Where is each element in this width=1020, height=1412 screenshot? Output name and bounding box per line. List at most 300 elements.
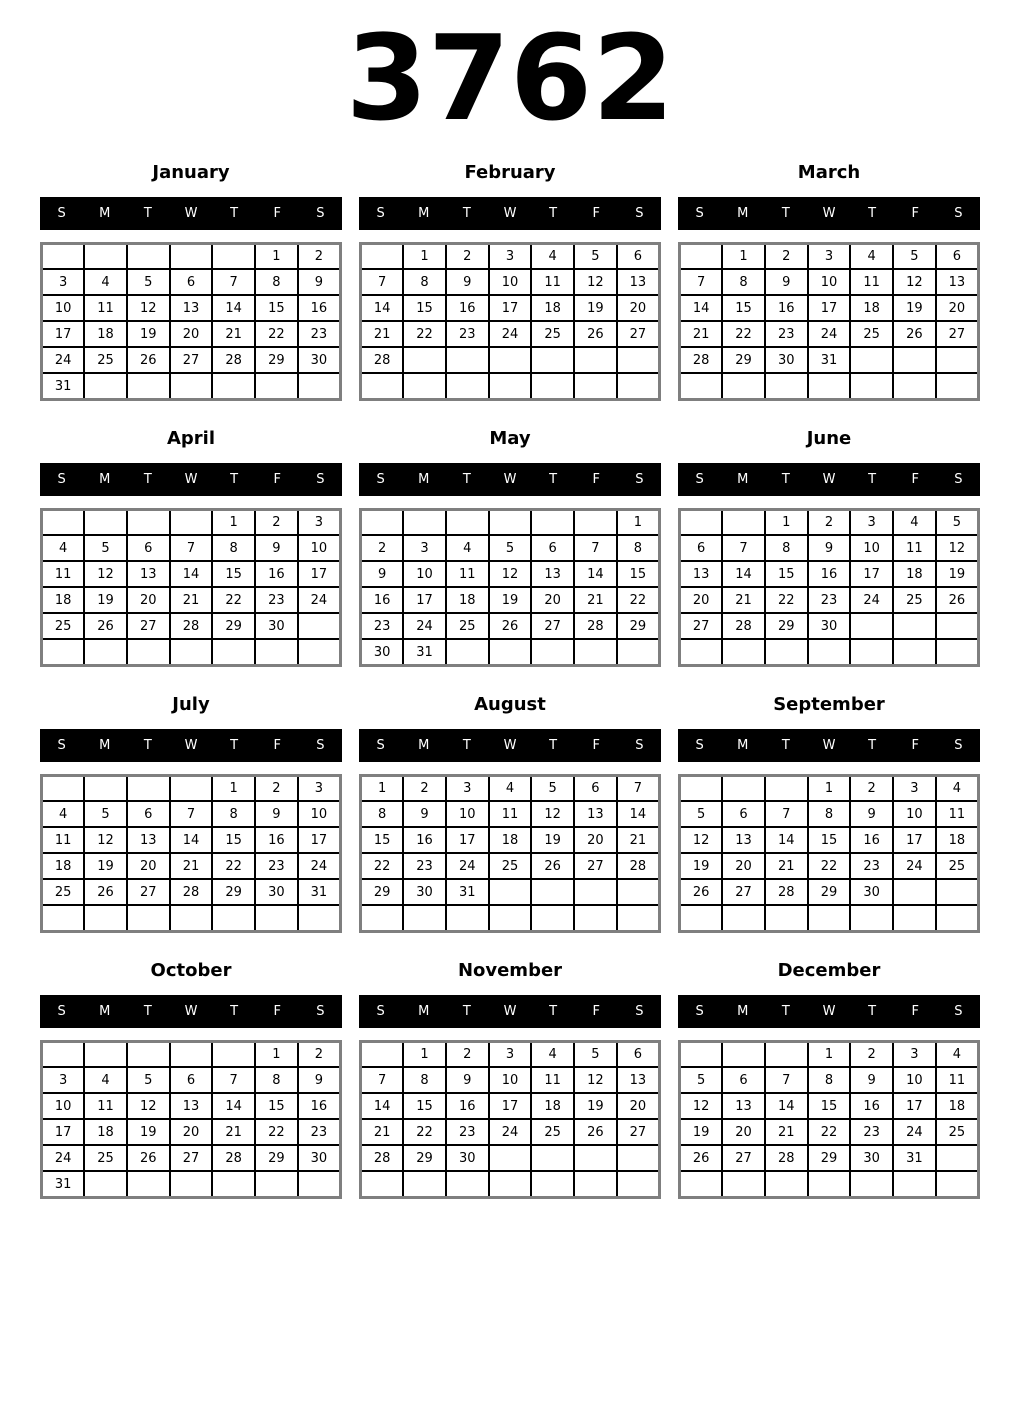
- weekday-label: T: [143, 471, 152, 487]
- date-cell: 7: [574, 535, 617, 561]
- week-row: [361, 321, 660, 347]
- date-cell: 3: [42, 1067, 85, 1093]
- date-cell: 22: [808, 853, 851, 879]
- month-dates-table: [359, 508, 661, 667]
- week-row: [680, 509, 979, 535]
- date-cell: [255, 1171, 298, 1197]
- week-row: [361, 905, 660, 931]
- date-cell: 25: [42, 613, 85, 639]
- date-cell: [127, 509, 170, 535]
- date-cell: 18: [893, 561, 936, 587]
- date-cell: [489, 1171, 532, 1197]
- date-cell: 28: [574, 613, 617, 639]
- date-cell: [617, 1171, 660, 1197]
- date-cell: 27: [722, 1145, 765, 1171]
- date-cell: [893, 373, 936, 399]
- date-cell: [936, 1171, 979, 1197]
- weekday-label: S: [695, 1003, 704, 1019]
- week-row: [361, 587, 660, 613]
- date-cell: 1: [808, 1041, 851, 1067]
- week-row: [42, 801, 341, 827]
- weekday-label: F: [592, 205, 601, 221]
- month-card: [678, 960, 980, 1199]
- date-cell: [936, 1145, 979, 1171]
- date-cell: [255, 639, 298, 665]
- date-cell: [489, 905, 532, 931]
- date-cell: 8: [403, 1067, 446, 1093]
- date-cell: [361, 243, 404, 269]
- date-cell: 21: [361, 321, 404, 347]
- date-cell: [850, 347, 893, 373]
- date-cell: [84, 373, 127, 399]
- date-cell: [489, 347, 532, 373]
- date-cell: [42, 775, 85, 801]
- date-cell: 25: [531, 321, 574, 347]
- month-card: [678, 694, 980, 933]
- weekday-label: S: [376, 205, 385, 221]
- weekday-label: S: [635, 205, 644, 221]
- week-row: [361, 269, 660, 295]
- date-cell: 25: [42, 879, 85, 905]
- date-cell: 6: [722, 1067, 765, 1093]
- week-row: [361, 1145, 660, 1171]
- weekday-label: S: [635, 737, 644, 753]
- date-cell: [722, 1041, 765, 1067]
- date-cell: 4: [531, 243, 574, 269]
- date-cell: 17: [42, 321, 85, 347]
- month-title: June: [806, 427, 852, 449]
- date-cell: 17: [42, 1119, 85, 1145]
- date-cell: 20: [680, 587, 723, 613]
- weekday-label: M: [418, 205, 430, 221]
- date-cell: [531, 905, 574, 931]
- weekday-label: T: [462, 471, 471, 487]
- week-row: [42, 1145, 341, 1171]
- date-cell: 22: [808, 1119, 851, 1145]
- date-cell: 8: [255, 1067, 298, 1093]
- date-cell: 26: [127, 347, 170, 373]
- date-cell: 16: [850, 1093, 893, 1119]
- week-row: [42, 853, 341, 879]
- weekday-label: S: [635, 471, 644, 487]
- month-title: May: [489, 427, 531, 449]
- date-cell: 23: [361, 613, 404, 639]
- date-cell: 14: [617, 801, 660, 827]
- date-cell: 3: [893, 775, 936, 801]
- date-cell: 5: [680, 801, 723, 827]
- date-cell: 4: [893, 509, 936, 535]
- weekday-header-row: [359, 729, 661, 762]
- weekday-label: S: [376, 1003, 385, 1019]
- weekday-label: T: [549, 1003, 558, 1019]
- date-cell: [127, 639, 170, 665]
- week-row: [361, 613, 660, 639]
- date-cell: [212, 1041, 255, 1067]
- date-cell: [893, 1171, 936, 1197]
- week-row: [680, 1093, 979, 1119]
- date-cell: 12: [84, 561, 127, 587]
- month-title: December: [777, 959, 881, 981]
- date-cell: 2: [298, 243, 341, 269]
- date-cell: [212, 373, 255, 399]
- month-dates-table: [40, 242, 342, 401]
- date-cell: [531, 373, 574, 399]
- month-title: February: [464, 161, 556, 183]
- date-cell: [765, 639, 808, 665]
- date-cell: 17: [298, 561, 341, 587]
- date-cell: 23: [765, 321, 808, 347]
- month-title: August: [474, 693, 546, 715]
- date-cell: 23: [808, 587, 851, 613]
- date-cell: 29: [255, 1145, 298, 1171]
- weekday-label: M: [737, 1003, 749, 1019]
- week-row: [42, 295, 341, 321]
- date-cell: 24: [489, 321, 532, 347]
- weekday-label: M: [737, 737, 749, 753]
- weekday-header-row: [359, 995, 661, 1028]
- weekday-label: F: [273, 1003, 282, 1019]
- weekday-label: M: [737, 471, 749, 487]
- date-cell: 5: [574, 243, 617, 269]
- date-cell: 26: [489, 613, 532, 639]
- date-cell: [574, 639, 617, 665]
- date-cell: 6: [680, 535, 723, 561]
- date-cell: [489, 879, 532, 905]
- date-cell: [255, 905, 298, 931]
- date-cell: 5: [84, 535, 127, 561]
- date-cell: 17: [446, 827, 489, 853]
- date-cell: 5: [893, 243, 936, 269]
- month-dates-table: [678, 1040, 980, 1199]
- date-cell: 6: [617, 1041, 660, 1067]
- month-dates-table: [359, 774, 661, 933]
- date-cell: [531, 879, 574, 905]
- weekday-label: T: [781, 205, 790, 221]
- date-cell: [84, 775, 127, 801]
- date-cell: 3: [489, 243, 532, 269]
- date-cell: 28: [765, 1145, 808, 1171]
- date-cell: 24: [298, 853, 341, 879]
- date-cell: 30: [446, 1145, 489, 1171]
- week-row: [42, 1093, 341, 1119]
- date-cell: [680, 639, 723, 665]
- weekday-label: F: [911, 205, 920, 221]
- weekday-header-row: [678, 995, 980, 1028]
- date-cell: 4: [531, 1041, 574, 1067]
- weekday-label: T: [143, 1003, 152, 1019]
- week-row: [680, 1171, 979, 1197]
- date-cell: 29: [212, 879, 255, 905]
- date-cell: [84, 905, 127, 931]
- date-cell: [680, 373, 723, 399]
- date-cell: [808, 373, 851, 399]
- date-cell: 8: [808, 1067, 851, 1093]
- date-cell: 29: [808, 879, 851, 905]
- date-cell: [127, 243, 170, 269]
- week-row: [680, 321, 979, 347]
- date-cell: [84, 1171, 127, 1197]
- week-row: [680, 775, 979, 801]
- date-cell: 26: [680, 1145, 723, 1171]
- month-card: [40, 960, 342, 1199]
- weekday-label: S: [376, 737, 385, 753]
- date-cell: [574, 879, 617, 905]
- date-cell: 22: [361, 853, 404, 879]
- date-cell: 23: [446, 1119, 489, 1145]
- date-cell: 25: [446, 613, 489, 639]
- date-cell: 11: [489, 801, 532, 827]
- date-cell: 28: [212, 1145, 255, 1171]
- date-cell: 24: [446, 853, 489, 879]
- date-cell: 1: [212, 509, 255, 535]
- date-cell: 5: [531, 775, 574, 801]
- date-cell: 12: [127, 295, 170, 321]
- date-cell: 14: [574, 561, 617, 587]
- date-cell: 31: [446, 879, 489, 905]
- date-cell: [361, 1171, 404, 1197]
- date-cell: 16: [765, 295, 808, 321]
- date-cell: [298, 1171, 341, 1197]
- weekday-label: M: [99, 471, 111, 487]
- week-row: [361, 1093, 660, 1119]
- weekday-header-row: [40, 729, 342, 762]
- date-cell: 10: [42, 1093, 85, 1119]
- week-row: [361, 879, 660, 905]
- weekday-label: S: [316, 471, 325, 487]
- date-cell: [212, 243, 255, 269]
- date-cell: 13: [170, 1093, 213, 1119]
- date-cell: 10: [489, 269, 532, 295]
- date-cell: 1: [722, 243, 765, 269]
- date-cell: 2: [298, 1041, 341, 1067]
- date-cell: 28: [361, 1145, 404, 1171]
- date-cell: 25: [936, 1119, 979, 1145]
- date-cell: 30: [298, 1145, 341, 1171]
- date-cell: [170, 373, 213, 399]
- date-cell: 13: [680, 561, 723, 587]
- date-cell: [850, 613, 893, 639]
- date-cell: 12: [84, 827, 127, 853]
- date-cell: [574, 1145, 617, 1171]
- month-title: October: [150, 959, 232, 981]
- date-cell: 29: [808, 1145, 851, 1171]
- date-cell: 3: [808, 243, 851, 269]
- date-cell: [893, 347, 936, 373]
- date-cell: 23: [255, 853, 298, 879]
- date-cell: [680, 1171, 723, 1197]
- date-cell: 21: [361, 1119, 404, 1145]
- date-cell: 14: [765, 827, 808, 853]
- weekday-label: S: [316, 737, 325, 753]
- date-cell: 3: [403, 535, 446, 561]
- month-card: [40, 428, 342, 667]
- date-cell: 12: [531, 801, 574, 827]
- date-cell: 13: [127, 827, 170, 853]
- date-cell: 22: [722, 321, 765, 347]
- weekday-label: T: [230, 471, 239, 487]
- weekday-label: W: [822, 1003, 836, 1019]
- date-cell: 15: [722, 295, 765, 321]
- date-cell: 20: [574, 827, 617, 853]
- date-cell: 31: [808, 347, 851, 373]
- month-dates-table: [40, 508, 342, 667]
- date-cell: 24: [42, 347, 85, 373]
- week-row: [361, 509, 660, 535]
- week-row: [42, 1041, 341, 1067]
- date-cell: 20: [722, 853, 765, 879]
- date-cell: [84, 639, 127, 665]
- date-cell: 21: [212, 321, 255, 347]
- date-cell: 4: [84, 1067, 127, 1093]
- date-cell: 27: [722, 879, 765, 905]
- date-cell: 26: [680, 879, 723, 905]
- date-cell: 22: [403, 1119, 446, 1145]
- week-row: [680, 347, 979, 373]
- date-cell: [765, 1171, 808, 1197]
- weekday-label: T: [781, 471, 790, 487]
- date-cell: 13: [574, 801, 617, 827]
- date-cell: 1: [403, 243, 446, 269]
- date-cell: 11: [84, 295, 127, 321]
- week-row: [680, 879, 979, 905]
- date-cell: 24: [893, 1119, 936, 1145]
- date-cell: [298, 373, 341, 399]
- date-cell: 20: [936, 295, 979, 321]
- weekday-label: W: [822, 471, 836, 487]
- date-cell: 19: [84, 587, 127, 613]
- date-cell: 1: [617, 509, 660, 535]
- date-cell: 1: [255, 243, 298, 269]
- date-cell: 3: [850, 509, 893, 535]
- date-cell: 13: [531, 561, 574, 587]
- date-cell: [361, 373, 404, 399]
- week-row: [42, 587, 341, 613]
- date-cell: [255, 373, 298, 399]
- date-cell: 10: [298, 801, 341, 827]
- date-cell: 25: [84, 1145, 127, 1171]
- date-cell: [446, 905, 489, 931]
- date-cell: [446, 509, 489, 535]
- weekday-label: T: [868, 205, 877, 221]
- date-cell: 3: [489, 1041, 532, 1067]
- date-cell: 2: [808, 509, 851, 535]
- date-cell: 22: [255, 321, 298, 347]
- date-cell: [531, 1171, 574, 1197]
- date-cell: [617, 639, 660, 665]
- date-cell: 7: [617, 775, 660, 801]
- date-cell: 19: [489, 587, 532, 613]
- date-cell: 16: [361, 587, 404, 613]
- weekday-label: S: [57, 737, 66, 753]
- date-cell: 26: [127, 1145, 170, 1171]
- date-cell: 22: [255, 1119, 298, 1145]
- week-row: [361, 373, 660, 399]
- date-cell: 20: [617, 1093, 660, 1119]
- date-cell: [446, 347, 489, 373]
- date-cell: 30: [808, 613, 851, 639]
- date-cell: 8: [212, 535, 255, 561]
- date-cell: 1: [255, 1041, 298, 1067]
- date-cell: 3: [893, 1041, 936, 1067]
- date-cell: 9: [446, 269, 489, 295]
- month-card: [678, 162, 980, 401]
- weekday-label: T: [781, 1003, 790, 1019]
- weekday-header-row: [40, 197, 342, 230]
- week-row: [680, 561, 979, 587]
- date-cell: 30: [255, 613, 298, 639]
- month-dates-table: [359, 1040, 661, 1199]
- date-cell: [617, 1145, 660, 1171]
- date-cell: 10: [850, 535, 893, 561]
- week-row: [361, 1171, 660, 1197]
- date-cell: [617, 905, 660, 931]
- date-cell: [531, 347, 574, 373]
- week-row: [361, 535, 660, 561]
- weekday-label: T: [462, 1003, 471, 1019]
- date-cell: 21: [765, 853, 808, 879]
- month-dates-table: [678, 508, 980, 667]
- date-cell: 6: [722, 801, 765, 827]
- week-row: [680, 373, 979, 399]
- date-cell: 30: [403, 879, 446, 905]
- week-row: [680, 827, 979, 853]
- date-cell: [212, 1171, 255, 1197]
- weekday-label: T: [230, 1003, 239, 1019]
- date-cell: [893, 905, 936, 931]
- date-cell: [403, 1171, 446, 1197]
- week-row: [361, 801, 660, 827]
- date-cell: 30: [765, 347, 808, 373]
- weekday-label: T: [143, 205, 152, 221]
- week-row: [361, 853, 660, 879]
- date-cell: 13: [127, 561, 170, 587]
- weekday-label: W: [184, 471, 198, 487]
- date-cell: 24: [808, 321, 851, 347]
- date-cell: [403, 509, 446, 535]
- weekday-header-row: [40, 995, 342, 1028]
- date-cell: 16: [403, 827, 446, 853]
- date-cell: 21: [722, 587, 765, 613]
- date-cell: 29: [255, 347, 298, 373]
- date-cell: [446, 1171, 489, 1197]
- weekday-label: T: [143, 737, 152, 753]
- date-cell: 28: [212, 347, 255, 373]
- date-cell: 13: [936, 269, 979, 295]
- date-cell: 22: [617, 587, 660, 613]
- date-cell: 9: [446, 1067, 489, 1093]
- week-row: [680, 535, 979, 561]
- date-cell: 1: [403, 1041, 446, 1067]
- date-cell: 26: [574, 321, 617, 347]
- date-cell: 9: [403, 801, 446, 827]
- weekday-label: S: [695, 471, 704, 487]
- weekday-label: F: [911, 1003, 920, 1019]
- week-row: [680, 1041, 979, 1067]
- weekday-label: M: [418, 737, 430, 753]
- date-cell: 7: [361, 1067, 404, 1093]
- week-row: [361, 1041, 660, 1067]
- week-row: [42, 879, 341, 905]
- date-cell: 26: [574, 1119, 617, 1145]
- date-cell: 1: [765, 509, 808, 535]
- date-cell: 17: [403, 587, 446, 613]
- date-cell: [170, 1171, 213, 1197]
- date-cell: 15: [808, 827, 851, 853]
- date-cell: 24: [403, 613, 446, 639]
- date-cell: 16: [298, 1093, 341, 1119]
- date-cell: 4: [489, 775, 532, 801]
- weekday-label: T: [781, 737, 790, 753]
